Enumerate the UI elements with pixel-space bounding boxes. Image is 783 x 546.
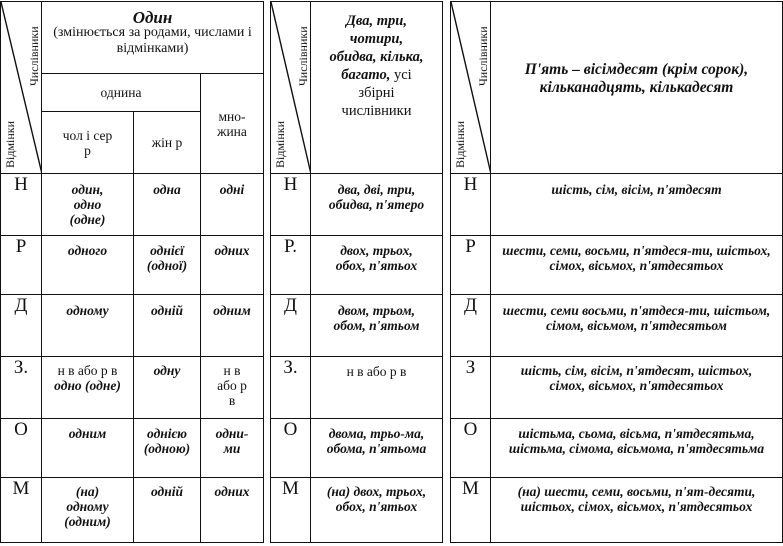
pyat-r: шести, семи, восьми, п'ятдеся-ти, шістьох, сімох, вісьмох, п'ятдесятьох bbox=[491, 236, 783, 295]
dva-z: н в або р в bbox=[311, 357, 443, 419]
odyn-n-masc: один, одно (одне) bbox=[42, 174, 134, 236]
odyn-z-masc-forms: одно (одне) bbox=[54, 378, 121, 393]
odyn-n-fem: одна bbox=[134, 174, 201, 236]
case-d-3: Д bbox=[451, 295, 491, 357]
cases-label: Відмінки bbox=[3, 120, 17, 168]
case-m-2: М bbox=[271, 478, 311, 543]
pyat-m: (на) шести, семи, восьми, п'ят-десяти, шістьох, сімох, вісьмох, п'ятдесятьох bbox=[491, 478, 783, 543]
dva-o: двома, трьо-ма, обома, п'ятьома bbox=[311, 419, 443, 478]
odyn-z-fem: одну bbox=[134, 357, 201, 419]
table-odyn bbox=[0, 1, 264, 543]
header-diagonal-cell-2 bbox=[271, 2, 311, 174]
column-header-pyat: П'ять – вісімдесят (крім сорок), кільканадцять, кількадесят bbox=[491, 2, 783, 174]
case-d: Д bbox=[1, 295, 42, 357]
pyat-z: шість, сім, вісім, п'ятдесят, шістьох, сімох, вісьмох, п'ятдесятьох bbox=[491, 357, 783, 419]
odyn-m-pl: одних bbox=[201, 478, 264, 543]
case-r-2: Р. bbox=[271, 236, 311, 295]
dva-r: двох, трьох, обох, п'ятьох bbox=[311, 236, 443, 295]
cases-label-3: Відмінки bbox=[453, 120, 467, 168]
odyn-z-masc bbox=[42, 357, 134, 419]
numerals-label-2: Числівники bbox=[296, 26, 310, 86]
case-z-2: З. bbox=[271, 357, 311, 419]
pyat-n: шість, сім, вісім, п'ятдесят bbox=[491, 174, 783, 236]
odyn-z-masc-prefix: н в або р в bbox=[57, 363, 118, 378]
numerals-label-3: Числівники bbox=[476, 26, 490, 86]
case-d-2: Д bbox=[271, 295, 311, 357]
table-pyat bbox=[450, 1, 783, 543]
case-o: О bbox=[1, 419, 42, 478]
case-r: Р bbox=[1, 236, 42, 295]
column-header-dva bbox=[311, 2, 443, 174]
dva-d: двом, трьом, обом, п'ятьом bbox=[311, 295, 443, 357]
case-r-3: Р bbox=[451, 236, 491, 295]
odyn-m-fem: одній bbox=[134, 478, 201, 543]
dva-m: (на) двох, трьох, обох, п'ятьох bbox=[311, 478, 443, 543]
pyat-d: шести, семи восьми, п'ятдеся-ти, шістьом, сімом, вісьмом, п'ятдесятьом bbox=[491, 295, 783, 357]
dva-title-plain: усі збірні числівники bbox=[341, 67, 412, 119]
plural-header: мно-жина bbox=[201, 74, 264, 174]
case-z: З. bbox=[1, 357, 42, 419]
odyn-z-pl: н в або р в bbox=[201, 357, 264, 419]
header-diagonal-cell bbox=[1, 2, 42, 174]
masc-neut-header: чол і сер р bbox=[42, 112, 134, 174]
dva-n: два, дві, три, обидва, п'ятеро bbox=[311, 174, 443, 236]
case-n: Н bbox=[1, 174, 42, 236]
case-o-3: О bbox=[451, 419, 491, 478]
odyn-r-masc: одного bbox=[42, 236, 134, 295]
odyn-r-pl: одних bbox=[201, 236, 264, 295]
pyat-o: шістьма, сьома, вісьма, п'ятдесятьма, шістьма, сімома, вісьмома, п'ятдесятьма bbox=[491, 419, 783, 478]
case-n-2: Н bbox=[271, 174, 311, 236]
odyn-m-masc: (на) одному (одним) bbox=[42, 478, 134, 543]
odyn-d-fem: одній bbox=[134, 295, 201, 357]
odyn-r-fem: однієї (одної) bbox=[134, 236, 201, 295]
odyn-o-fem: однією (одною) bbox=[134, 419, 201, 478]
odyn-d-masc: одному bbox=[42, 295, 134, 357]
odyn-o-masc: одним bbox=[42, 419, 134, 478]
odyn-n-pl: одні bbox=[201, 174, 264, 236]
table-dva bbox=[270, 1, 443, 543]
cases-label-2: Відмінки bbox=[273, 120, 287, 168]
dva-title: Два, три, чотири, обидва, кілька, багато, bbox=[329, 13, 424, 83]
numerals-label: Числівники bbox=[27, 26, 41, 86]
header-diagonal-cell-3 bbox=[451, 2, 491, 174]
singular-header: однина bbox=[42, 74, 201, 112]
case-m: М bbox=[1, 478, 42, 543]
odyn-subtitle: (змінюється за родами, числами і відмінками) bbox=[53, 25, 252, 56]
odyn-o-pl: одни-ми bbox=[201, 419, 264, 478]
case-n-3: Н bbox=[451, 174, 491, 236]
case-z-3: З bbox=[451, 357, 491, 419]
odyn-title: Один bbox=[132, 8, 173, 27]
case-m-3: М bbox=[451, 478, 491, 543]
fem-header: жін р bbox=[134, 112, 201, 174]
column-header-odyn bbox=[42, 2, 264, 74]
case-o-2: О bbox=[271, 419, 311, 478]
odyn-d-pl: одним bbox=[201, 295, 264, 357]
